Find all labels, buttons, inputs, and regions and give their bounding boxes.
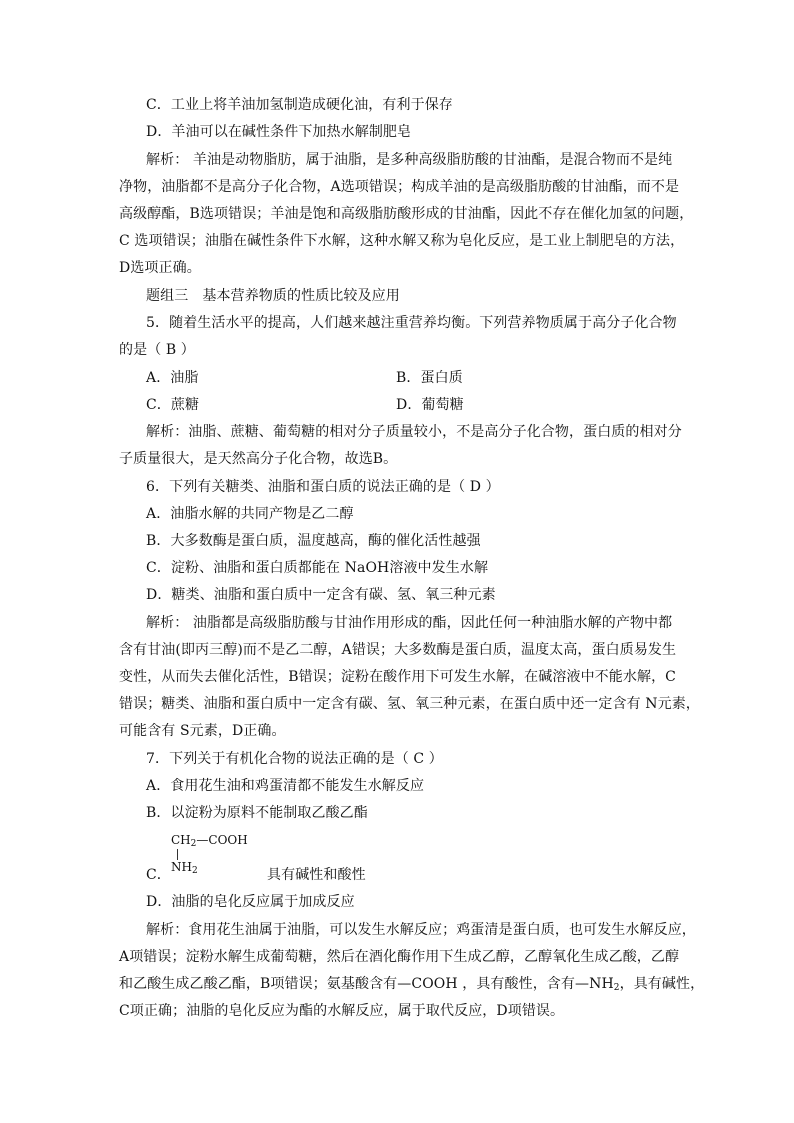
- option-c-q7-label: C．: [146, 867, 171, 883]
- analysis-q6-line-3: 变性，从而失去催化活性，B错误；淀粉在酸作用下可发生水解，在碱溶液中不能水解，C: [119, 669, 676, 685]
- option-c-q5: C．蔗糖: [146, 397, 200, 413]
- formula-bond-line: [177, 849, 178, 860]
- option-d-q5: D．葡萄糖: [396, 397, 464, 413]
- option-a-q5: A．油脂: [146, 370, 199, 386]
- analysis-q4-line-2: 净物，油脂都不是高分子化合物，A选项错误；构成羊油的是高级脂肪酸的甘油酯，而不是: [119, 179, 680, 195]
- analysis-q5-line-1: 解析：油脂、蔗糖、葡萄糖的相对分子质量较小，不是高分子化合物，蛋白质的相对分: [146, 424, 682, 440]
- question-6: 6．下列有关糖类、油脂和蛋白质的说法正确的是（ D ）: [146, 479, 500, 495]
- question-7: 7．下列关于有机化合物的说法正确的是（ C ）: [146, 751, 443, 767]
- analysis-q7-line-4: C项正确；油脂的皂化反应为酯的水解反应，属于取代反应，D项错误。: [119, 1003, 565, 1019]
- formula-bottom-group: $NH_2$: [171, 860, 198, 876]
- option-a-q7: A．食用花生油和鸡蛋清都不能发生水解反应: [146, 778, 425, 794]
- option-b-q6: B．大多数酶是蛋白质，温度越高，酶的催化活性越强: [146, 533, 481, 549]
- option-d-q4: D．羊油可以在碱性条件下加热水解制肥皂: [146, 124, 412, 140]
- analysis-q6-line-4: 错误；糖类、油脂和蛋白质中一定含有碳、氢、氧三种元素，在蛋白质中还一定含有 N元素，: [119, 696, 700, 712]
- analysis-q7-line-2: A项错误；淀粉水解生成葡萄糖，然后在酒化酶作用下生成乙醇，乙醇氧化生成乙酸，乙醇: [119, 949, 680, 965]
- section-heading: 题组三 基本营养物质的性质比较及应用: [146, 288, 400, 304]
- analysis-q7-line-3: 和乙酸生成乙酸乙酯，B项错误；氨基酸含有—COOH ，具有酸性，含有$—NH_2$，具有碱性，: [119, 976, 705, 993]
- glycine-structure-formula: [171, 833, 261, 875]
- option-d-q7: D．油脂的皂化反应属于加成反应: [146, 894, 355, 910]
- option-c-q7-text: 具有碱性和酸性: [267, 867, 366, 883]
- option-c-q4: C．工业上将羊油加氢制造成硬化油，有利于保存: [146, 97, 453, 113]
- question-5-line-2: 的是（ B ）: [119, 342, 195, 358]
- analysis-q4-line-4: C 选项错误；油脂在碱性条件下水解，这种水解又称为皂化反应，是工业上制肥皂的方法，: [119, 233, 685, 249]
- question-5-line-1: 5．随着生活水平的提高，人们越来越注重营养均衡。下列营养物质属于高分子化合物: [146, 315, 677, 331]
- option-a-q6: A．油脂水解的共同产物是乙二醇: [146, 506, 354, 522]
- option-b-q5: B．蛋白质: [396, 370, 463, 386]
- analysis-q6-line-5: 可能含有 S元素，D正确。: [119, 723, 286, 739]
- option-b-q7: B．以淀粉为原料不能制取乙酸乙酯: [146, 805, 368, 821]
- option-d-q6: D．糖类、油脂和蛋白质中一定含有碳、氢、氧三种元素: [146, 587, 496, 603]
- analysis-q4-line-1: 解析： 羊油是动物脂肪，属于油脂，是多种高级脂肪酸的甘油酯，是混合物而不是纯: [146, 152, 673, 168]
- analysis-q7-line-1: 解析：食用花生油属于油脂，可以发生水解反应；鸡蛋清是蛋白质，也可发生水解反应，: [146, 922, 696, 938]
- formula-top-group: $CH_2—COOH$: [171, 833, 248, 849]
- analysis-q5-line-2: 子质量很大，是天然高分子化合物，故选B。: [119, 451, 398, 467]
- analysis-q6-line-1: 解析： 油脂都是高级脂肪酸与甘油作用形成的酯，因此任何一种油脂水解的产物中都: [146, 615, 673, 631]
- analysis-q6-line-2: 含有甘油(即丙三醇)而不是乙二醇，A错误；大多数酶是蛋白质，温度太高，蛋白质易发生: [119, 642, 677, 658]
- analysis-q4-line-5: D选项正确。: [119, 260, 201, 276]
- analysis-q4-line-3: 高级醇酯，B选项错误；羊油是饱和高级脂肪酸形成的甘油酯，因此不存在催化加氢的问题，: [119, 206, 694, 222]
- option-c-q6: C．淀粉、油脂和蛋白质都能在 NaOH溶液中发生水解: [146, 560, 489, 576]
